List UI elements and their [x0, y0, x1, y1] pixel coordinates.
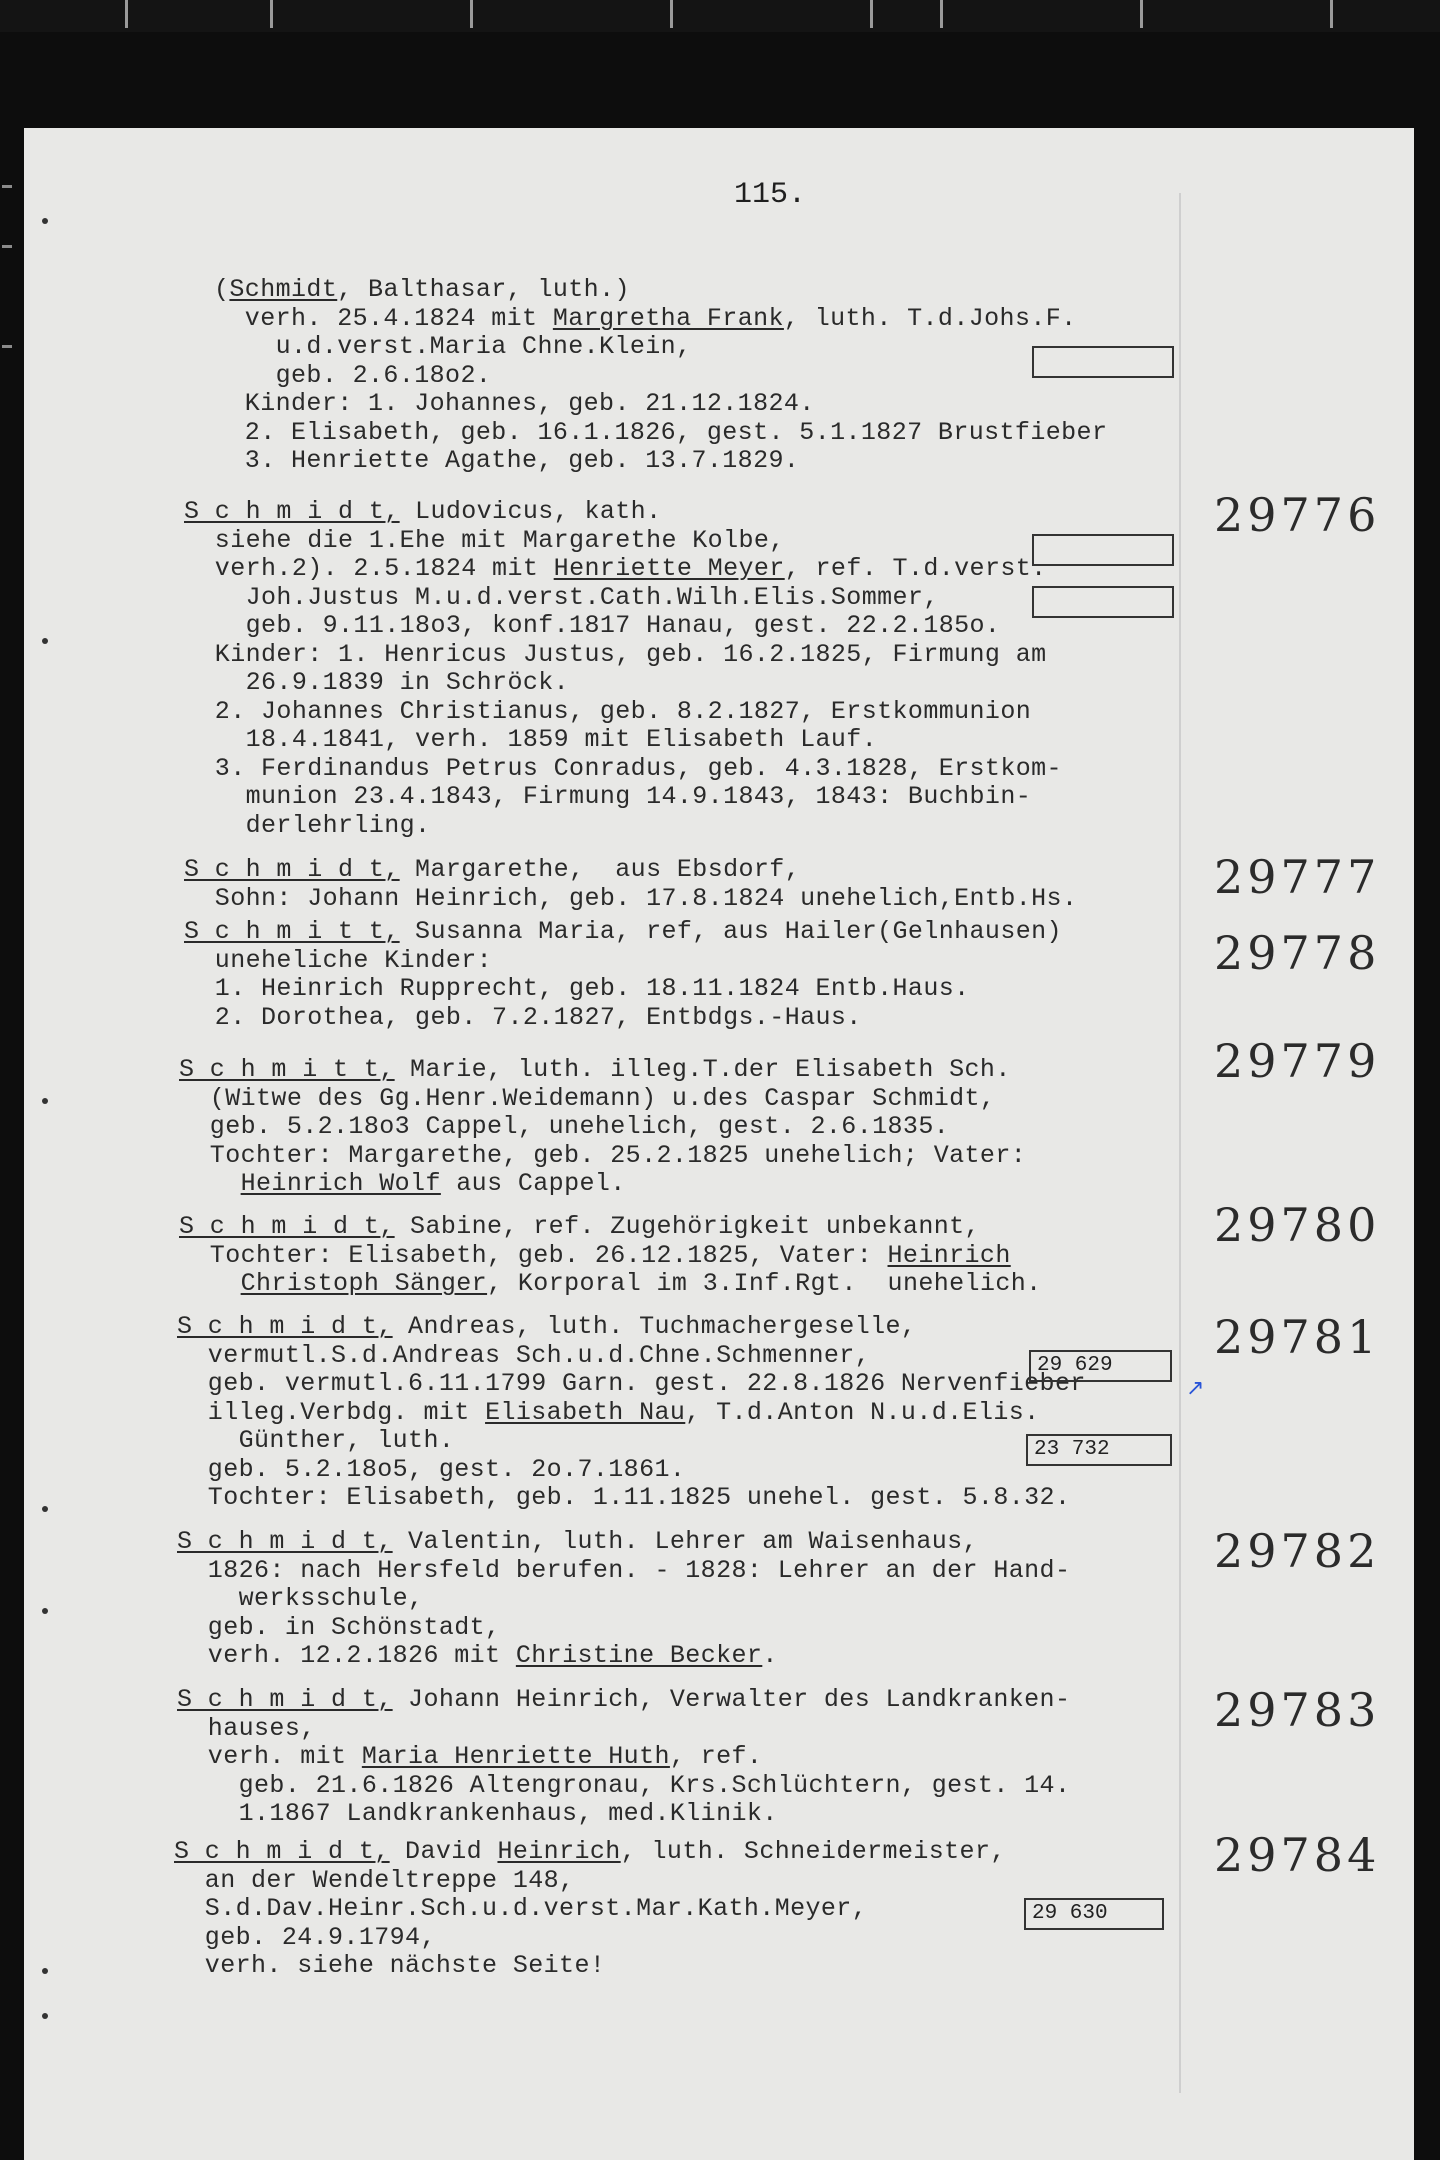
entry-line: verh.2). 2.5.1824 mit Henriette Meyer, ref. T.d.verst.	[184, 554, 1047, 583]
reference-box-label: 29 629	[1037, 1354, 1113, 1377]
entry-line: 2. Johannes Christianus, geb. 8.2.1827, Erstkommunion	[184, 696, 1032, 726]
reference-box	[1024, 1898, 1164, 1930]
edge-mark	[2, 245, 12, 248]
entry-line: (Witwe des Gg.Henr.Weidemann) u.des Caspar Schmidt,	[179, 1083, 996, 1113]
entry-number: 29781	[1214, 1310, 1381, 1364]
entry-number: 29782	[1214, 1524, 1381, 1578]
reference-box	[1032, 346, 1174, 378]
punch-dot	[42, 218, 48, 224]
reference-box-label: 29 630	[1032, 1902, 1108, 1925]
entry-number: 29783	[1214, 1683, 1381, 1737]
reference-box-label	[1034, 538, 1040, 561]
reference-box-label: 23 732	[1034, 1438, 1110, 1461]
entry-line: geb. 5.2.18o5, gest. 2o.7.1861.	[177, 1454, 686, 1484]
entry-line: Kinder: 1. Johannes, geb. 21.12.1824.	[214, 389, 815, 418]
entry-line: verh. 12.2.1826 mit Christine Becker.	[177, 1641, 778, 1670]
entry-line: hauses,	[177, 1713, 316, 1743]
entry-line: 3. Ferdinandus Petrus Conradus, geb. 4.3.1828, Erstkom-	[184, 753, 1062, 783]
entry-line: siehe die 1.Ehe mit Margarethe Kolbe,	[184, 525, 785, 555]
scanner-top-strip	[0, 0, 1440, 32]
entry-line: 1826: nach Hersfeld berufen. - 1828: Lehrer an der Hand-	[177, 1555, 1071, 1585]
reference-box-label	[1034, 590, 1040, 613]
entry-number: 29779	[1214, 1034, 1381, 1088]
entry-line: S c h m i d t, Ludovicus, kath.	[184, 497, 662, 526]
entry-line: S c h m i d t, Johann Heinrich, Verwalter des Landkranken-	[177, 1685, 1071, 1714]
margin-rule	[1179, 193, 1181, 2093]
strip-tick	[870, 0, 873, 28]
reference-box-label	[1034, 350, 1040, 373]
entry-line: Günther, luth.	[177, 1426, 455, 1455]
punch-dot	[42, 1506, 48, 1512]
strip-tick	[1140, 0, 1143, 28]
entry-line: 1. Heinrich Rupprecht, geb. 18.11.1824 Entb.Haus.	[184, 974, 970, 1003]
edge-mark	[2, 185, 12, 188]
entry-line: 3. Henriette Agathe, geb. 13.7.1829.	[214, 446, 800, 475]
entry-line: 2. Elisabeth, geb. 16.1.1826, gest. 5.1.1827 Brustfieber	[214, 417, 1108, 447]
entry-number: 29778	[1214, 926, 1381, 980]
reference-box	[1026, 1434, 1172, 1466]
entry-line: S c h m i d t, David Heinrich, luth. Schneidermeister,	[174, 1837, 1006, 1866]
entry-line: S c h m i d t, Andreas, luth. Tuchmachergeselle,	[177, 1312, 917, 1341]
entry-line: uneheliche Kinder:	[184, 945, 493, 975]
strip-tick	[270, 0, 273, 28]
punch-dot	[42, 1098, 48, 1104]
entry-line: 2. Dorothea, geb. 7.2.1827, Entbdgs.-Haus.	[184, 1002, 862, 1032]
entry-line: Christoph Sänger, Korporal im 3.Inf.Rgt. unehelich.	[240, 1269, 1042, 1298]
entry-line: geb. in Schönstadt,	[177, 1612, 501, 1642]
entry-number: 29777	[1214, 850, 1381, 904]
entry-line: S c h m i t t, Susanna Maria, ref, aus Hailer(Gelnhausen)	[184, 917, 1062, 946]
page-number: 115.	[734, 178, 807, 212]
entry-line: geb. 5.2.18o3 Cappel, unehelich, gest. 2.6.1835.	[179, 1112, 950, 1141]
entry-line: geb. 21.6.1826 Altengronau, Krs.Schlüchtern, gest. 14.	[177, 1770, 1071, 1800]
entry-line: derlehrling.	[184, 810, 431, 840]
entry-line: Tochter: Margarethe, geb. 25.2.1825 unehelich; Vater:	[179, 1140, 1027, 1170]
reference-box	[1032, 534, 1174, 566]
entry-line: verh. mit Maria Henriette Huth, ref.	[177, 1742, 763, 1771]
blue-check-mark: ↗	[1186, 1376, 1205, 1401]
entry-line: Joh.Justus M.u.d.verst.Cath.Wilh.Elis.Sommer,	[184, 582, 939, 612]
entry-line: Tochter: Elisabeth, geb. 26.12.1825, Vater: Heinrich	[179, 1240, 1011, 1270]
reference-box	[1029, 1350, 1172, 1382]
entry-line: geb. vermutl.6.11.1799 Garn. gest. 22.8.1826 Nervenfieber	[177, 1369, 1086, 1398]
entry-line: u.d.verst.Maria Chne.Klein,	[214, 332, 692, 361]
entry-line: (Schmidt, Balthasar, luth.)	[214, 275, 630, 304]
entry-line: S.d.Dav.Heinr.Sch.u.d.verst.Mar.Kath.Meyer,	[174, 1894, 868, 1923]
entry-number: 29776	[1214, 488, 1381, 542]
entry-line: geb. 2.6.18o2.	[214, 360, 492, 390]
entry-line: verh. siehe nächste Seite!	[174, 1951, 606, 1980]
entry-line: S c h m i t t, Marie, luth. illeg.T.der Elisabeth Sch.	[179, 1055, 1011, 1084]
entry-line: S c h m i d t, Valentin, luth. Lehrer am Waisenhaus,	[177, 1527, 978, 1556]
entry-number: 29780	[1214, 1198, 1381, 1252]
edge-mark	[2, 345, 12, 348]
entry-line: 26.9.1839 in Schröck.	[184, 668, 570, 697]
entry-line: verh. 25.4.1824 mit Margretha Frank, luth. T.d.Johs.F.	[214, 303, 1077, 333]
entry-line: 1.1867 Landkrankenhaus, med.Klinik.	[177, 1799, 778, 1828]
entry-line: 18.4.1841, verh. 1859 mit Elisabeth Lauf.	[184, 725, 878, 754]
entry-line: geb. 9.11.18o3, konf.1817 Hanau, gest. 22.2.185o.	[184, 611, 1001, 640]
strip-tick	[670, 0, 673, 28]
entry-line: Heinrich Wolf aus Cappel.	[240, 1169, 626, 1198]
entry-line: illeg.Verbdg. mit Elisabeth Nau, T.d.Anton N.u.d.Elis.	[177, 1397, 1040, 1427]
entry-line: geb. 24.9.1794,	[174, 1922, 436, 1952]
entry-line: Sohn: Johann Heinrich, geb. 17.8.1824 unehelich,Entb.Hs.	[184, 883, 1078, 913]
strip-tick	[940, 0, 943, 28]
entry-line: S c h m i d t, Sabine, ref. Zugehörigkeit unbekannt,	[179, 1212, 980, 1241]
entry-line: an der Wendeltreppe 148,	[174, 1865, 575, 1895]
entry-line: vermutl.S.d.Andreas Sch.u.d.Chne.Schmenner,	[177, 1340, 871, 1370]
entry-line: S c h m i d t, Margarethe, aus Ebsdorf,	[184, 855, 801, 884]
punch-dot	[42, 2013, 48, 2019]
strip-tick	[1330, 0, 1333, 28]
punch-dot	[42, 638, 48, 644]
punch-dot	[42, 1968, 48, 1974]
strip-tick	[125, 0, 128, 28]
entry-line: Tochter: Elisabeth, geb. 1.11.1825 unehel. gest. 5.8.32.	[177, 1483, 1071, 1512]
document-page	[24, 128, 1414, 2160]
strip-tick	[470, 0, 473, 28]
entry-line: werksschule,	[177, 1584, 424, 1613]
reference-box	[1032, 586, 1174, 618]
entry-line: Kinder: 1. Henricus Justus, geb. 16.2.1825, Firmung am	[184, 639, 1047, 669]
entry-number: 29784	[1214, 1828, 1381, 1882]
punch-dot	[42, 1608, 48, 1614]
entry-line: munion 23.4.1843, Firmung 14.9.1843, 1843: Buchbin-	[184, 782, 1032, 811]
